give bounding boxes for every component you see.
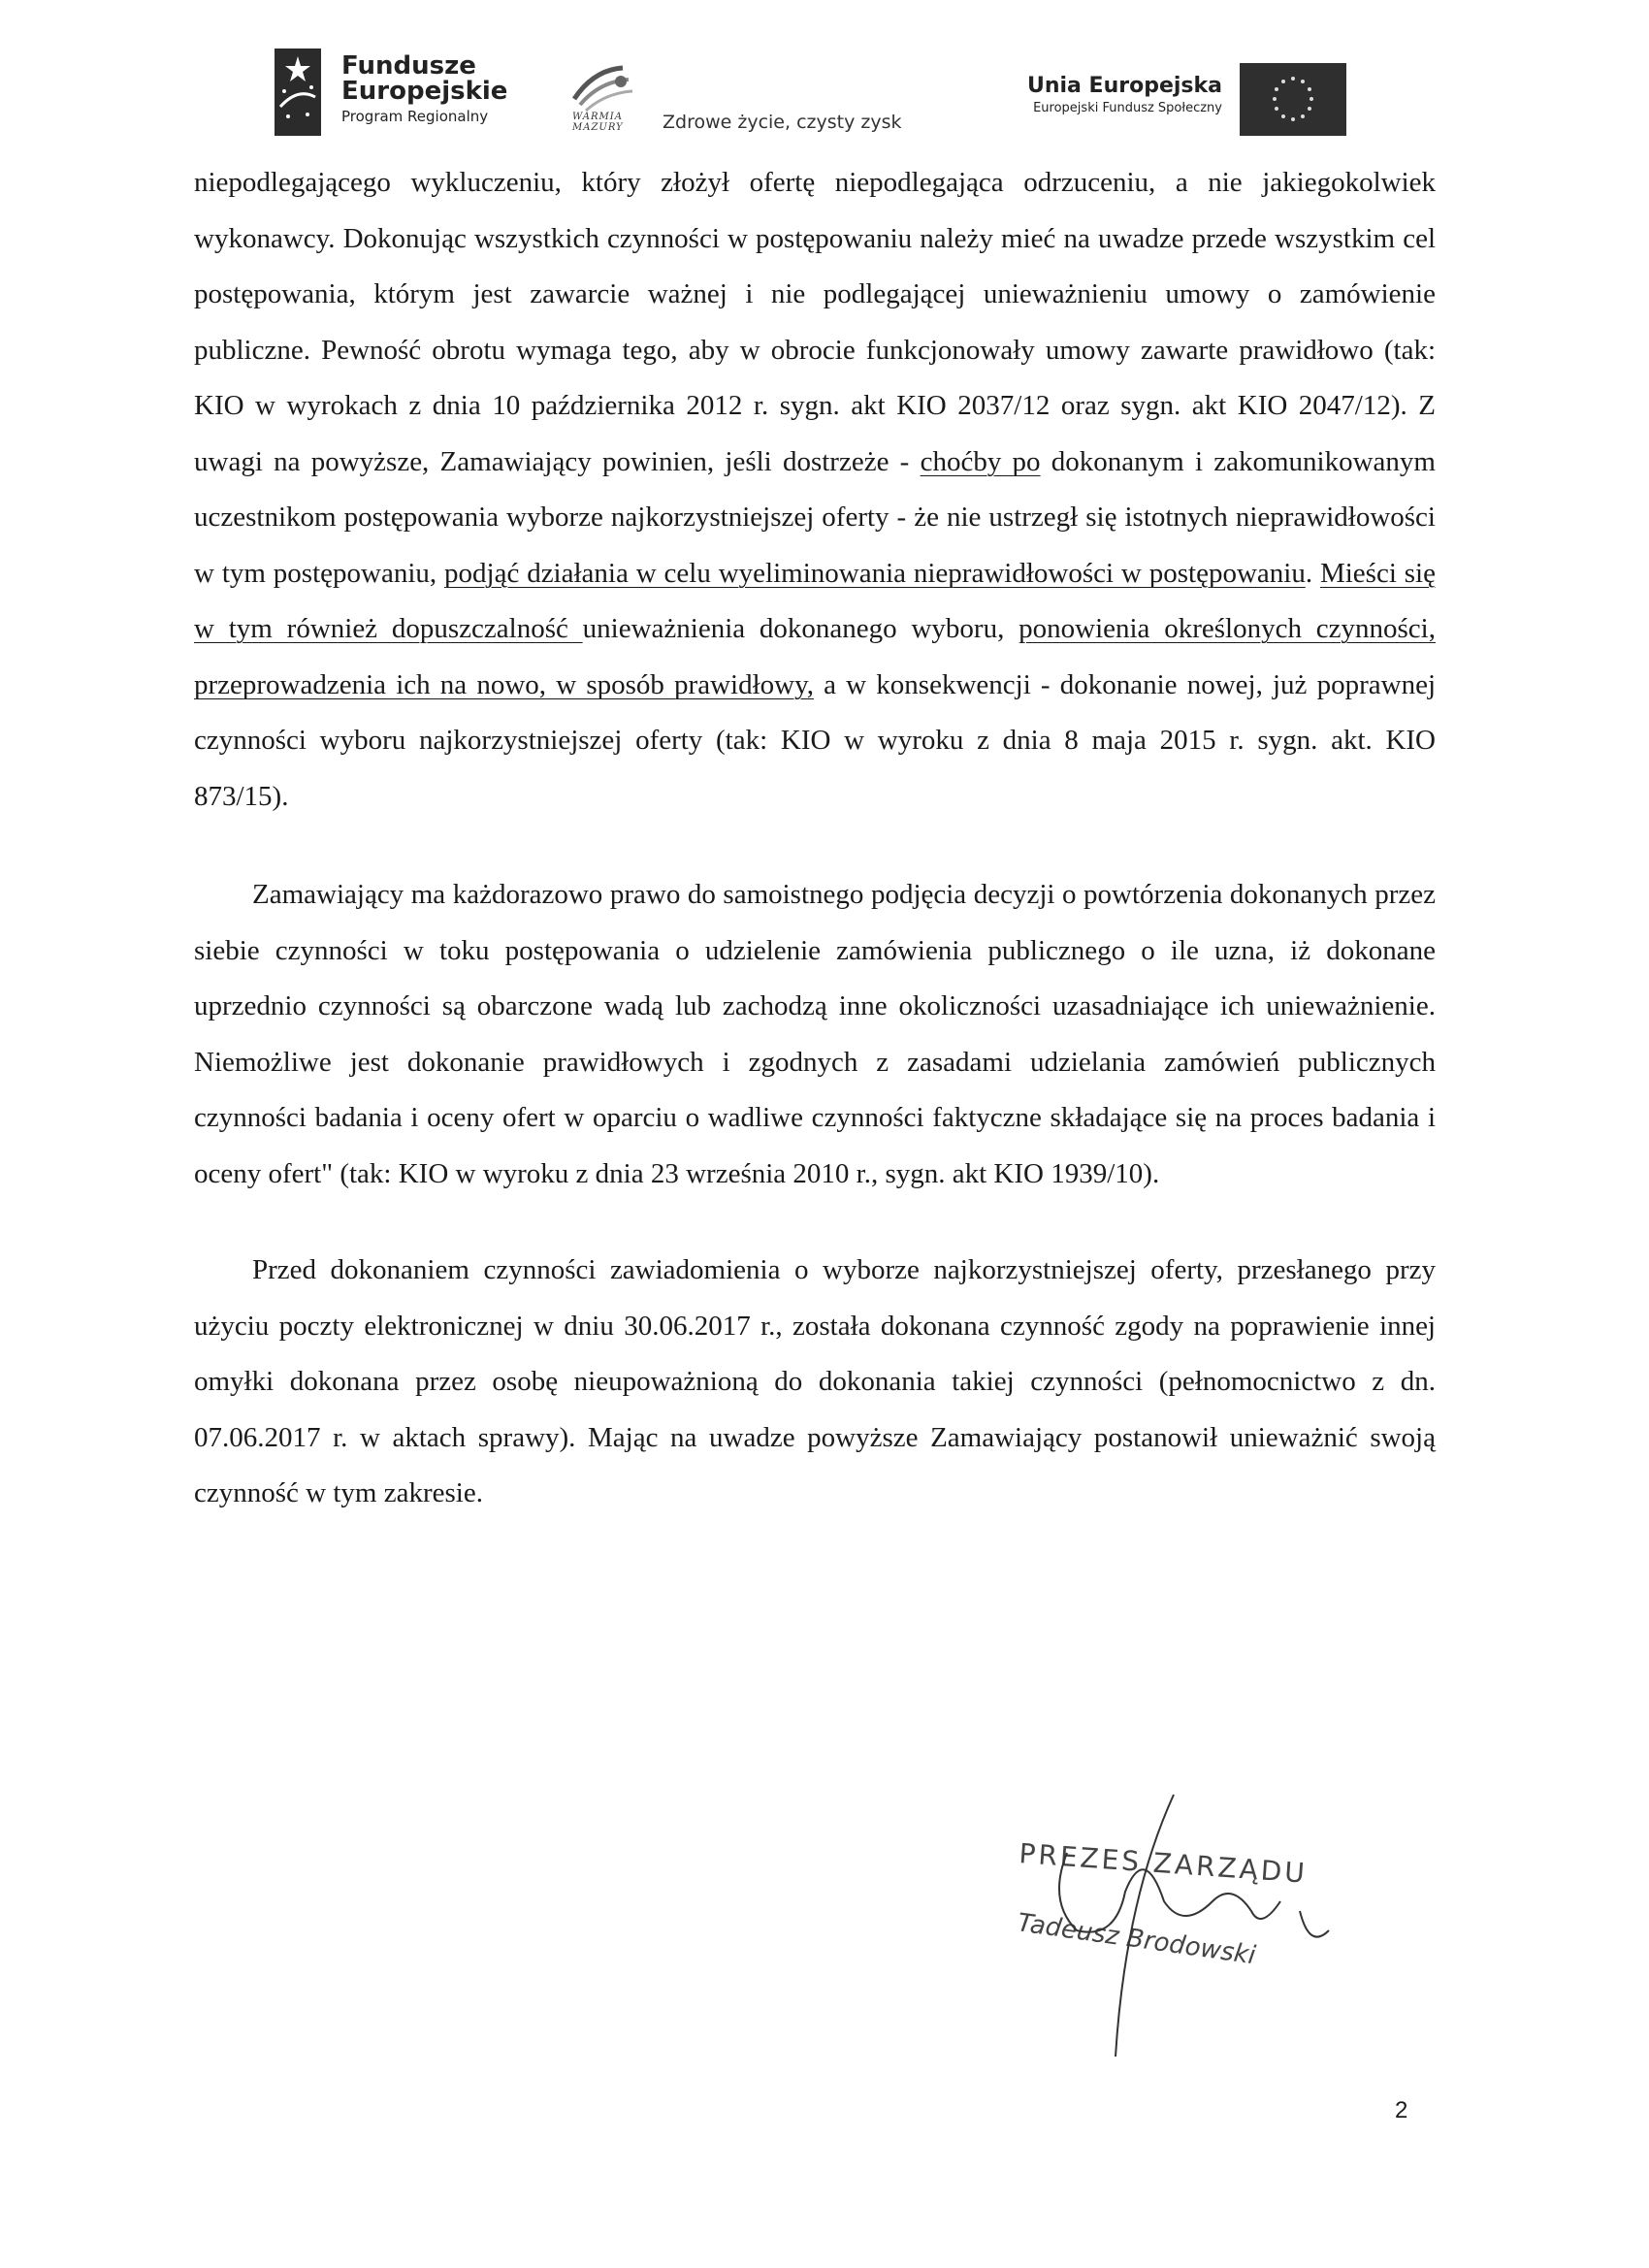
fe-title-line1: Fundusze [341,51,476,81]
paragraph-3: Przed dokonaniem czynności zawiadomienia o wyborze najkorzystniejszej oferty, przesłanego przy użyciu poczty elektronicznej w dniu 30.06.2017 r., została dokonana czynność zgody na poprawienie innej omyłki dokonana przez osobę nieupoważnioną do dokonania takiej czynności (pełnomocnictwo z dn. 07.06.2017 r. w aktach sprawy). Mając na uwadze powyższe Zamawiający postanowił unieważnić swoją czynność w tym zakresie. [194,1254,1436,1508]
warmia-mazury-text [572,112,624,133]
page-number: 2 [1395,2097,1408,2123]
document-header [0,0,1649,155]
p1-text-5: a w konsekwencji - dokonanie nowej, już poprawnej czynności wyboru najkorzystniejszej oferty (tak: KIO w wyroku z dnia 8 maja 2015 r. sygn. akt. KIO 873/15). [194,668,1436,812]
eu-flag-icon [1240,63,1346,136]
p1-text-1: niepodlegającego wykluczeniu, który złożył ofertę niepodlegająca odrzuceniu, a nie jakiegokolwiek wykonawcy. Dokonując wszystkich czynności w postępowaniu należy mieć na uwadze przede wszystkim cel postępowania, którym jest zawarcie ważnej i nie podlegającej unieważnieniu umowy o zamówienie publiczne. Pewność obrotu wymaga tego, aby w obrocie funkcjonowały umowy zawarte prawidłowo (tak: KIO w wyrokach z dnia 10 października 2012 r. sygn. akt KIO 2037/12 oraz sygn. akt KIO 2047/12). Z uwagi na powyższe, Zamawiający powinien, jeśli dostrzeże - [194,167,1436,477]
p1-underlined-2: podjąć działania w celu wyeliminowania nieprawidłowości w postępowaniu [444,557,1306,589]
p1-underlined-4: ponowienia określonych czynności, przeprowadzenia ich na nowo, w sposób prawidłowy, [194,613,1436,700]
p1-underlined-1: choćby po [920,445,1041,477]
fe-subtitle: Program Regionalny [341,108,489,125]
p1-text-4: unieważnienia dokonanego wyboru, [582,613,1019,644]
p1-underlined-3: Mieści się w tym również dopuszczalność [194,557,1436,644]
ue-title: Unia Europejska [1026,74,1222,98]
stamp-line2: Tadeusz Brodowski [1016,1908,1258,1971]
fundusze-europejskie-text [341,53,507,127]
ue-subtitle: Europejski Fundusz Społeczny [1033,101,1222,115]
unia-europejska-text [980,74,1222,118]
wm-text-line1: WARMIA [572,112,623,122]
stamp-line1: PREZES ZARZĄDU [1018,1837,1309,1890]
fe-title-line2: Europejskie [341,77,508,106]
paragraph-1 [194,155,1436,825]
fundusze-europejskie-logo-icon [275,49,321,136]
wm-text-line2: MAZURY [572,122,624,133]
signature-stamp [1009,1785,1397,2095]
p1-text-3: . [1305,557,1320,589]
document-body [194,155,1436,1522]
p1-text-2: dokonanym i zakomunikowanym uczestnikom postępowania wyborze najkorzystniejszej oferty - że nie ustrzegł się istotnych nieprawidłowości w tym postępowaniu, [194,445,1436,589]
slogan: Zdrowe życie, czysty zysk [663,112,902,133]
paragraph-2: Zamawiający ma każdorazowo prawo do samoistnego podjęcia decyzji o powtórzenia dokonanych przez siebie czynności w toku postępowania o udzielenie zamówienia publicznego o ile uzna, iż dokonane uprzednio czynności są obarczone wadą lub zachodzą inne okoliczności uzasadniające ich unieważnienie. Niemożliwe jest dokonanie prawidłowych i zgodnych z zasadami udzielania zamówień publicznych czynności badania i oceny ofert w oparciu o wadliwe czynności faktyczne składające się na proces badania i oceny ofert" (tak: KIO w wyroku z dnia 23 września 2010 r., sygn. akt KIO 1939/10). [194,879,1436,1189]
